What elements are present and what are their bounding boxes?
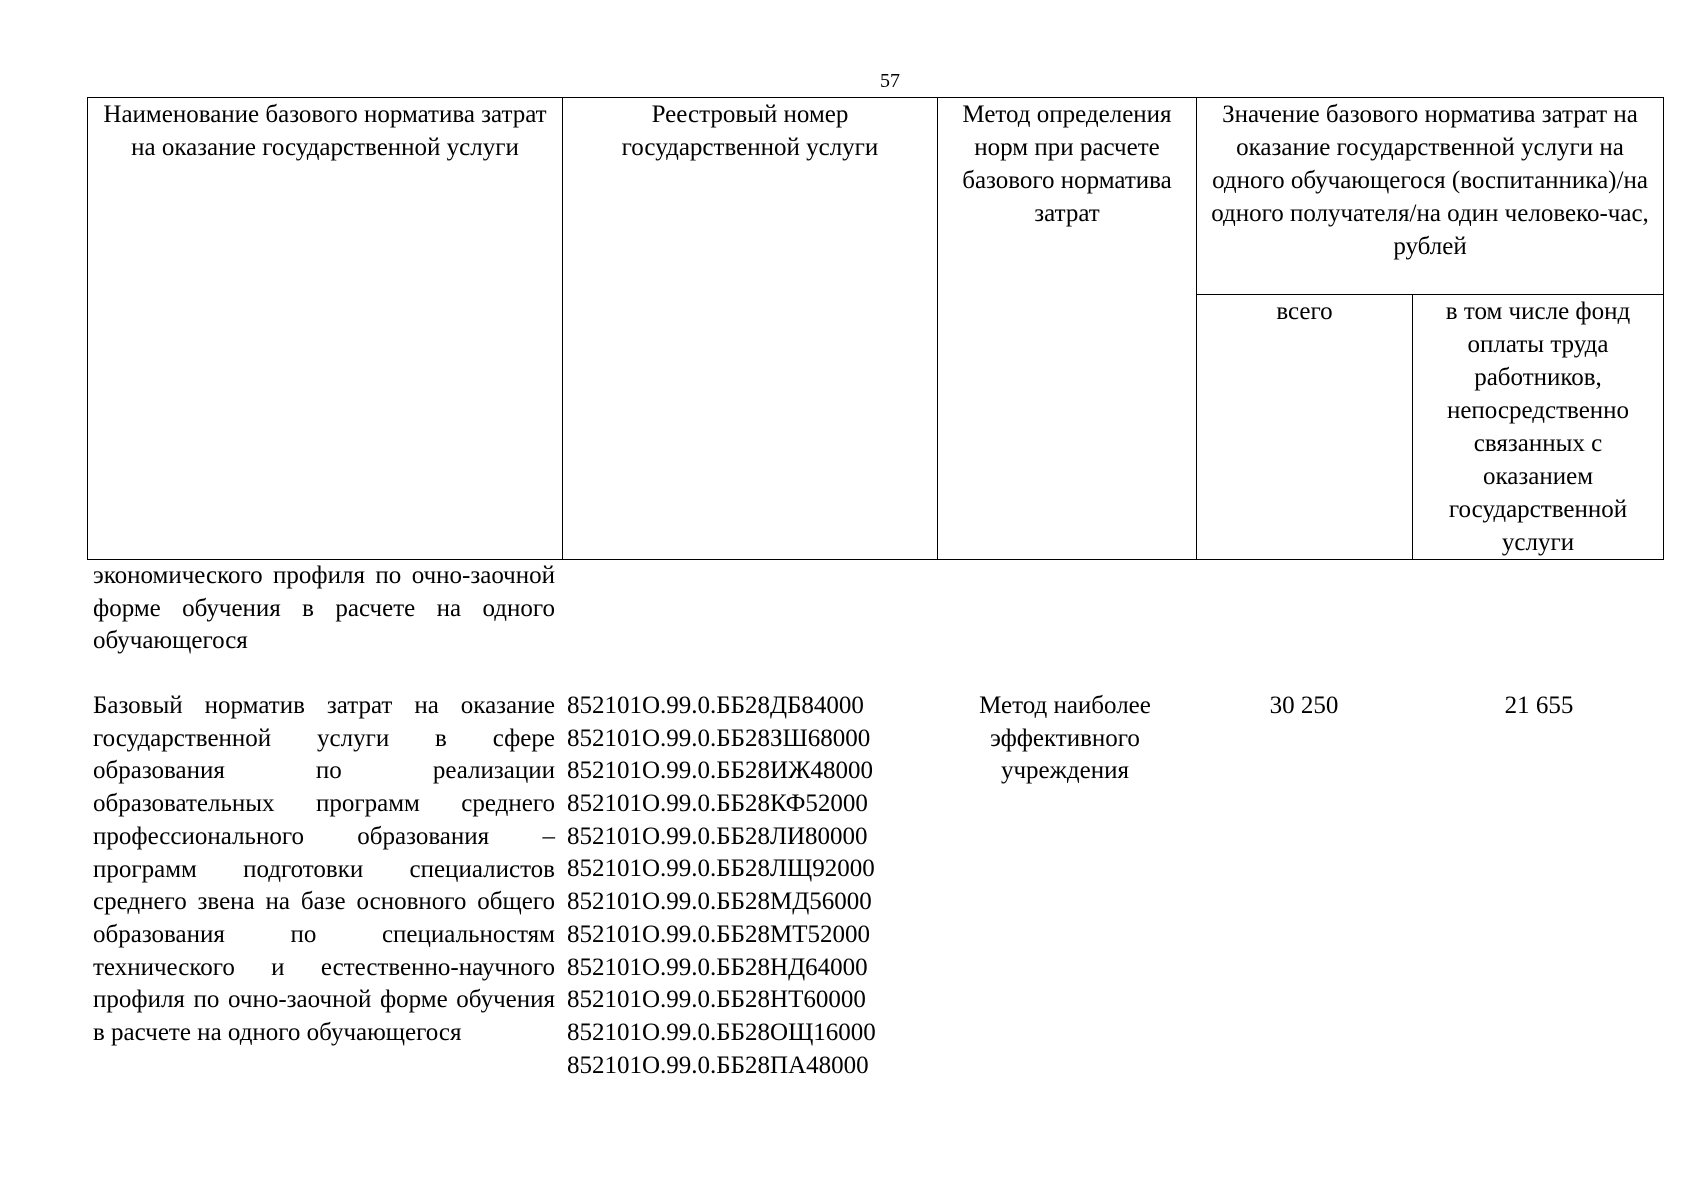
registry-code: 852101О.99.0.ББ28ИЖ48000 — [567, 757, 873, 785]
registry-codes-list — [567, 690, 937, 1082]
table-header — [87, 97, 1664, 560]
registry-code: 852101О.99.0.ББ28ДБ84000 — [567, 692, 864, 719]
total-value: 30 250 — [1269, 692, 1339, 719]
registry-code: 852101О.99.0.ББ28КФ52000 — [567, 790, 868, 818]
registry-code: 852101О.99.0.ББ28ПА48000 — [567, 1051, 869, 1079]
registry-code: 852101О.99.0.ББ28НД64000 — [567, 953, 868, 981]
registry-code: 852101О.99.0.ББ28МД56000 — [567, 888, 872, 916]
norm-name: Базовый норматив затрат на оказание государственной услуги в сфере образования по реализации образовательных программ среднего профессионального образования – программ подготовки специалистов среднего звена на базе основного общего образования по специальностям технического и естественно-научного профиля по очно-заочной форме обучения в расчете на одного обучающегося — [93, 692, 555, 1047]
method-value: Метод наиболее эффективного учреждения — [979, 692, 1151, 785]
registry-code: 852101О.99.0.ББ28ЛЩ92000 — [567, 855, 875, 883]
header-col-total: всего — [1197, 295, 1413, 560]
registry-code: 852101О.99.0.ББ28ЗШ68000 — [567, 724, 871, 752]
header-col-method: Метод определения норм при расчете базового норматива затрат — [938, 98, 1197, 560]
page-number: 57 — [880, 70, 900, 92]
registry-code: 852101О.99.0.ББ28МТ52000 — [567, 920, 871, 948]
header-col-name: Наименование базового норматива затрат на оказание государственной услуги — [88, 98, 563, 560]
registry-code: 852101О.99.0.ББ28ЛИ80000 — [567, 822, 868, 850]
registry-code: 852101О.99.0.ББ28ОЩ16000 — [567, 1018, 876, 1046]
continuation-text: экономического профиля по очно-заочной форме обучения в расчете на одного обучающегося — [93, 562, 555, 655]
wage-fund-value: 21 655 — [1504, 692, 1574, 719]
header-col-wage-fund: в том числе фонд оплаты труда работников, непосредственно связанных с оказанием государственной услуги — [1413, 295, 1664, 560]
header-col-value: Значение базового норматива затрат на оказание государственной услуги на одного обучающегося (воспитанника)/на одного получателя/на один человеко-час, рублей — [1197, 98, 1664, 295]
header-col-registry-number: Реестровый номер государственной услуги — [563, 98, 938, 560]
registry-code: 852101О.99.0.ББ28НТ60000 — [567, 986, 866, 1014]
